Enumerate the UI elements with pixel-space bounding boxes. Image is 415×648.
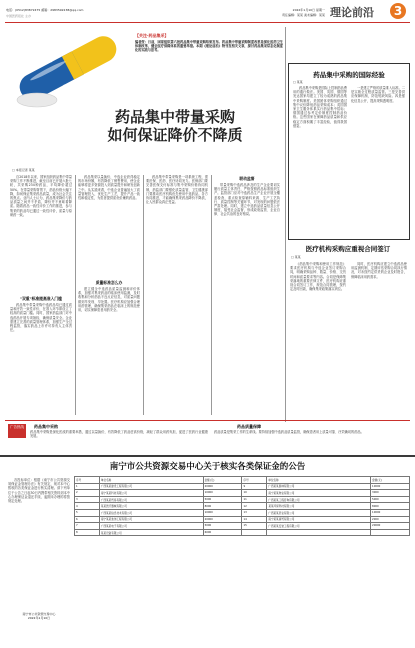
article-title-line2: 如何保证降价不降质 <box>107 126 243 144</box>
article-col2-b: 建立健全中选药品质量监测和评价体系，加强对集采药品的临床使用监测，及时收集和分析药品不良反应信息，对质量问题做到早发现、早处置。医疗机构应加强合理用药管理，确保集采药品在临床上的规范使用，切实保障患者用药安全。 <box>78 287 140 313</box>
table-cell <box>267 529 371 536</box>
table-cell: 广西某某电子有限公司 <box>99 523 203 530</box>
table-cell: 6000 <box>203 529 242 536</box>
article-col1-subhead: "双重"标准提高准入门槛 <box>20 296 62 301</box>
table-cell: 某某环保科技有限公司 <box>267 503 371 510</box>
box-byline: □ 某某 <box>293 80 303 84</box>
col-divider <box>211 175 212 415</box>
article-col1: 自2018年以来，国家组织药品集中带量采购工作不断推进，截至目前已开展六批七轮，共采购234种药品，平均降价超过50%。在带量采购背景下，药品价格大幅下降，如何保证集采药品质量，成为社会关注的焦点。业内人士认为，药品集采降价与药品质量之间并不矛盾，降价并不意味着降质。随着药品一致性评价工作的推进，参与集采的药品均已通过一致性评价，质量与原研药一致。 <box>10 175 72 217</box>
bottom-left-text: 药品集中采购是深化医改的重要举措，通过以量换价，有效降低了药品虚高价格，减轻了群众用药负担，促进了医药行业健康发展。 <box>30 430 208 439</box>
article-title-line1: 药品集中带量采购 <box>114 108 235 126</box>
article-col3: 药品集中带量采购是一项系统工程，需要医保、医药、医疗协同发力。医保部门要完善医保支付标准与集中采购价格协同机制，药监部门要强化质量监管，卫生健康部门要推动医疗机构优先使用中选药品。各方协同推进，才能确保集采药品降价不降质，让人民群众真正受益。 <box>146 175 208 205</box>
table-header-cell: 金额(元) <box>371 477 410 484</box>
table-cell: 广西某某贸易有限公司 <box>99 496 203 503</box>
bottom-right-title: 药品质量保障 <box>237 424 261 429</box>
right-rail-divider <box>285 27 286 422</box>
table-cell: 10000 <box>371 483 410 490</box>
table-cell: 4 <box>75 503 100 510</box>
article-col2: 药品集采以量换价，中选企业获得稳定的市场份额，有效降低了销售费用，使企业能够将更多资源投入到质量提升和研发创新之中。从实践来看，中选企业普遍加大了质量管理投入，优化生产工艺，提升产品一致性和稳定性，为患者提供质优价廉的药品。 <box>78 175 140 201</box>
table-cell: 8000 <box>371 503 410 510</box>
table-row <box>75 516 410 523</box>
deposit-table <box>74 476 410 536</box>
masthead-editors: 责任编辑：某某 美术编辑：某某 <box>282 13 325 17</box>
table-cell: 3 <box>75 496 100 503</box>
contract-article-byline: □ 某某 <box>291 255 301 259</box>
table-cell: 2 <box>75 490 100 497</box>
table-cell: 10 <box>242 490 267 497</box>
table-cell: 广西某某药业有限公司 <box>267 509 371 516</box>
box-text-col2: 一是建立严格的质量准入标准。二是实施全过程质量监管。三是完善供应保障机制，防范短缺风险。四是强化信息公开，提高采购透明度。 <box>351 86 405 103</box>
table-cell: 11 <box>242 496 267 503</box>
international-experience-box <box>288 63 410 240</box>
main-article-header <box>5 27 285 167</box>
table-cell: 13 <box>242 509 267 516</box>
table-row <box>75 483 410 490</box>
table-cell: 广西某某安装工程有限公司 <box>267 523 371 530</box>
announcement-top-rule <box>0 455 415 457</box>
table-cell: 广西某某建设工程有限公司 <box>99 483 203 490</box>
article-col4-subhead: 联动监督 <box>239 176 255 181</box>
table-cell <box>242 529 267 536</box>
table-cell: 20000 <box>203 516 242 523</box>
table-cell: 2000 <box>371 516 410 523</box>
table-cell: 10000 <box>371 509 410 516</box>
table-cell: 20000 <box>203 483 242 490</box>
table-row <box>75 529 410 536</box>
contract-article-title: 医疗机构采购应重视合同签订 <box>305 245 391 253</box>
section-number-badge: 3 <box>390 3 406 19</box>
table-cell: 15 <box>242 523 267 530</box>
table-cell: 5000 <box>371 496 410 503</box>
box-text-col1: 药品集中采购是国际上控制药品费用的通行做法。美国、英国、德国等发达国家均建立了较为成熟的药品集中采购制度。美国团体采购组织通过集中议价降低药品采购成本；英国国家卫生服务体系实行药品集中招标；德国通过参考定价制度控制药品价格。这些国家在保障药品质量和供应稳定方面积累了丰富经验，值得我国借鉴。 <box>293 86 347 128</box>
table-cell <box>371 529 410 536</box>
table-cell: 南宁某某商贸有限公司 <box>267 516 371 523</box>
contract-article-col1: 《药品集中采购和使用工作规范》要求医疗机构与中选企业签订采购合同，明确采购品种、数量、价格、交货时间和质量要求等内容。合同是保障集采落地的重要法律文件，医疗机构应重视合同签订工作，规范合同管理，按约定及时回款，确保集采政策落实到位。 <box>290 262 346 292</box>
table-cell: 9 <box>242 483 267 490</box>
table-cell: 20000 <box>371 523 410 530</box>
box-title: 药品集中采购的国际经验 <box>313 71 385 79</box>
table-cell: 5 <box>75 509 100 516</box>
section-title: 理论前沿 <box>330 6 374 19</box>
table-header-cell: 序号 <box>75 477 100 484</box>
announcement-footer: 南宁市公共资源交易中心 2022年1月10日 <box>22 612 56 620</box>
table-row <box>75 523 410 530</box>
article-byline: □ 本报记者 某某 <box>12 168 35 172</box>
table-cell: 南宁某某科技有限公司 <box>99 490 203 497</box>
table-header-row <box>75 477 410 484</box>
masthead-contact: 电话：(0512)83872475 邮箱：2983592238@qq.com <box>6 8 84 12</box>
table-cell: 8000 <box>203 503 242 510</box>
table-cell: 广西某某信息技术有限公司 <box>99 509 203 516</box>
table-row <box>75 509 410 516</box>
table-cell: 某某医疗器械有限公司 <box>99 503 203 510</box>
table-cell: 8 <box>75 529 100 536</box>
masthead-publisher: 中国医药报社 主办 <box>6 14 31 18</box>
table-header-cell: 单位名称 <box>99 477 203 484</box>
article-kicker: 【关注·药品集采】 <box>135 33 169 38</box>
table-row <box>75 490 410 497</box>
table-row <box>75 496 410 503</box>
table-cell: 某某设备有限公司 <box>99 529 203 536</box>
table-cell: 14 <box>242 516 267 523</box>
article-abstract: 编者按：日前，国家组织第六批药品集中带量采购结果发布。药品集中带量采购制度改革是深化医药卫生体制改革、健全医疗保障体系的重要举措。本期《理论前沿》特刊发相关文章，探讨药品集采常态化制度化的实践与思考。 <box>135 40 283 53</box>
table-cell: 南宁某某装饰工程有限公司 <box>99 516 203 523</box>
table-cell: 7 <box>75 523 100 530</box>
table-cell: 5000 <box>203 523 242 530</box>
table-cell: 南宁某某物业有限公司 <box>267 490 371 497</box>
tablet-pill-illustration <box>13 89 63 109</box>
table-cell: 10000 <box>203 490 242 497</box>
article-col4: 带量采购中选药品涉及的生产企业要切实履行质量主体责任，严格按照药品标准组织生产。监管部门应对中选药品生产企业开展全覆盖检查，重点检查原辅料来源、生产工艺执行、质量控制等关键环节，对发现的问题依法严肃处理。同时，建立中选药品质量信息公开制度，接受社会监督，形成政府监管、企业自律、社会共治的良好格局。 <box>214 183 280 217</box>
table-header-cell: 单位名称 <box>267 477 371 484</box>
bottom-strip-rule <box>5 420 410 421</box>
masthead-rule <box>5 22 410 23</box>
announcement-table-area <box>74 476 410 641</box>
bottom-tag: 广告热线 <box>8 424 26 438</box>
table-row <box>75 503 410 510</box>
table-header-cell: 金额(元) <box>203 477 242 484</box>
table-cell: 5000 <box>203 496 242 503</box>
table-cell: 1 <box>75 483 100 490</box>
announcement-intro: 各投标单位：根据《南宁市公共资源交易保证金管理办法》有关规定，现对本中心暂收的各类保证金进行核实清理。请下列单位于公告之日起30日内携带相关资料到本中心办理保证金退还手续，逾期未办理的将按规定处理。 <box>8 478 70 504</box>
announcement-title: 南宁市公共资源交易中心关于核实各类保证金的公告 <box>109 462 306 472</box>
bottom-right-text: 药品质量是集采工作的生命线。要持续加强中选药品质量监管，确保患者用上质量可靠、疗效确切的药品。 <box>214 430 364 434</box>
table-cell: 12 <box>242 503 267 510</box>
article-col1-b: 药品集中带量采购中选药品均已通过质量和疗效一致性评价，在准入环节即设立了较高的质量门槛。同时，国家药监部门对中选药品开展专项抽检，确保质量安全。企业需建立完善的质量管理体系，加强生产全过程监管，落实药品上市许可持有人主体责任。 <box>10 303 72 333</box>
table-cell: 广西某某园林有限公司 <box>267 483 371 490</box>
contract-article-col2: 同时，医疗机构应建立中选药品使用监测机制，定期评估采购合同执行情况，对未按约定供货的企业及时报告，保障临床用药需求。 <box>351 262 407 279</box>
table-cell: 3000 <box>371 490 410 497</box>
article-col2-subhead: 质量标准怎么办 <box>95 280 123 285</box>
table-cell: 10000 <box>203 509 242 516</box>
table-cell: 广西某某工程咨询有限公司 <box>267 496 371 503</box>
table-cell: 6 <box>75 516 100 523</box>
col-divider <box>143 175 144 415</box>
bottom-left-title: 药品集中采购 <box>34 424 58 429</box>
masthead-date: 2022年1月10日 星期一 <box>292 8 325 12</box>
table-header-cell: 序号 <box>242 477 267 484</box>
col-divider <box>75 175 76 415</box>
